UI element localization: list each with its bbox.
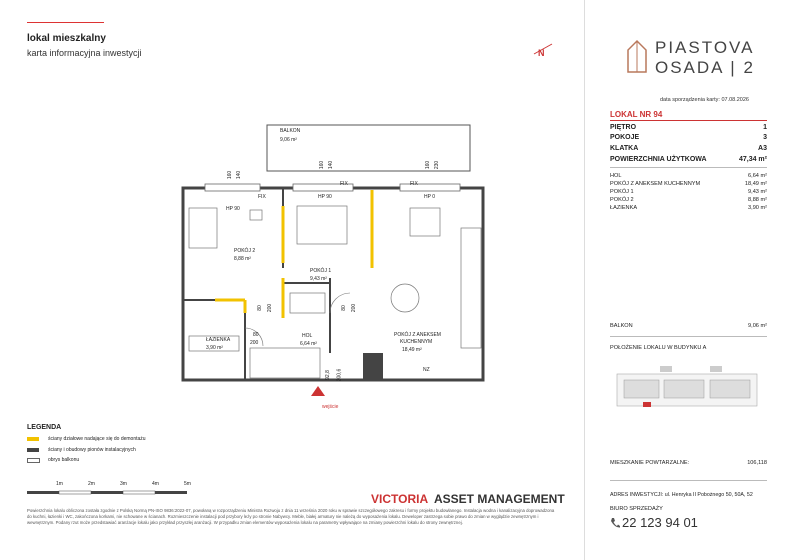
dim-5: 160 [425,160,432,170]
page-subtitle: karta informacyjna inwestycji [27,48,142,58]
window-hp0: HP 0 [424,194,436,200]
aneks-label-2: KUCHENNYM [400,339,433,345]
room-pokoj2: POKÓJ 2 8,88 m² [610,197,767,203]
dim-13: 92,8 [324,370,331,380]
balkon-label: BALKON [280,128,301,134]
row-klatka: KLATKA A3 [610,145,767,152]
phone-number[interactable]: 22 123 94 01 [622,515,698,530]
lazienka-area: 3,90 m² [206,345,223,351]
scale-3m: 3m [120,481,127,487]
nz-label: NZ [423,367,430,373]
aneks-label: POKÓJ Z ANEKSEM [394,332,441,338]
dim-8: 200 [267,303,274,313]
row-pietro: PIĘTRO 1 [610,124,767,131]
scale-bar [27,488,207,498]
dim-11: 80 [340,305,347,311]
date-text: data sporządzenia karty: 07.08.2026 [660,97,749,103]
window-hp90-left: HP 90 [226,206,240,212]
dim-14: 200,6 [336,368,343,382]
footer-disclaimer: Powierzchnia lokalu obliczona została zgodnie z Polską Normą PN-ISO 9836:2022-07, powołaną w rozporządzeniu Ministra Rozwoju z dnia 11 września 2020 roku w sprawie szczegółowego zakresu i formy projektu budowlanego. Instalacja wodna i kanalizacyjna doprowadzona do kuchni, łazienki i WC, zakończona korkami, nie schowane w ścianach. Rozmieszczenie instalacji pod przybory leży po stronie Nabywcy. Meble, białej armatury nie należą do wyposażenia lokalu. Deweloper zastrzega sobie prawo do zmian w wyglądzie zewnętrznym i wewnętrznym. Podany rzut może przedstawiać aranżacje lokalu jako przykład przyszłej aranżacji. W przypadku zmian elementów wyposażenia lokalu na parametry wpływające na zmiany powierzchni lokalu do strony zewnętrznej. [27,508,555,525]
scale-5m: 5m [184,481,191,487]
page-title: lokal mieszkalny [27,33,106,44]
row-pokoje: POKOJE 3 [610,134,767,141]
lokal-separator [610,120,767,121]
dim-9: 80 [253,332,259,338]
legend-swatch-outline [27,458,40,463]
address: ADRES INWESTYCJI: ul. Henryka II Pobożnego 50, 50A, 52 [610,492,753,498]
brand-name-1: PIASTOVA [655,38,755,57]
building-location-map [612,362,762,422]
info-panel [585,0,792,560]
dim-7: 80 [256,305,263,311]
room-aneks: POKÓJ Z ANEKSEM KUCHENNYM 18,49 m² [610,181,767,187]
office-label: BIURO SPRZEDAŻY [610,506,663,512]
pokoj2-label: POKÓJ 2 [234,248,256,254]
brand-logo-icon [626,38,648,74]
row-powierzchnia: POWIERZCHNIA UŻYTKOWA 47,34 m² [610,156,767,163]
dim-6: 230 [434,160,441,170]
window-hp90-mid: HP 90 [318,194,332,200]
lokal-number: LOKAL NR 94 [610,110,663,119]
fix-label-3: FIX [410,181,418,187]
header-accent-line [27,22,104,23]
dim-1: 160 [227,170,234,180]
lazienka-label: ŁAZIENKA [206,337,231,343]
company-name-1: VICTORIA [371,492,429,506]
dim-12: 200 [351,303,358,313]
dim-10: 200 [250,340,259,346]
pokoj1-label: POKÓJ 1 [310,268,332,274]
entrance-label: wejście [322,404,339,410]
legend-item-1: ściany działowe nadające się do demontażu [48,436,146,442]
legend-item-2: ściany i obudowy pionów instalacyjnych [48,447,136,453]
brand-name-2: OSADA | 2 [655,58,755,77]
legend-swatch-dark [27,448,39,452]
fix-label-2: FIX [340,181,348,187]
room-pokoj1: POKÓJ 1 9,43 m² [610,189,767,195]
dim-3: 160 [319,160,326,170]
balkon-area: 9,06 m² [280,137,297,143]
location-label: POŁOŻENIE LOKALU W BUDYNKU A [610,345,707,351]
balkon-row: BALKON 9,06 m² [610,323,767,329]
hol-label: HOL [302,333,313,339]
legend-item-3: obrys balkonu [48,457,80,463]
fix-label: FIX [258,194,266,200]
phone-icon [610,517,620,528]
mieszkanie-row: MIESZKANIE POWTARZALNE: 106,118 [610,460,767,466]
scale-4m: 4m [152,481,159,487]
legend-title: LEGENDA [27,424,62,431]
dim-4: 140 [328,160,335,170]
pokoj2-area: 8,88 m² [234,256,251,262]
compass-icon [532,40,554,60]
pokoj1-area: 9,43 m² [310,276,327,282]
aneks-area: 18,49 m² [402,347,422,353]
legend-swatch-yellow [27,437,39,441]
dim-2: 140 [236,170,243,180]
hol-area: 6,64 m² [300,341,317,347]
company-name-2: ASSET MANAGEMENT [434,492,565,506]
scale-1m: 1m [56,481,63,487]
svg-text:N: N [538,48,545,58]
room-lazienka: ŁAZIENKA 3,90 m² [610,205,767,211]
scale-2m: 2m [88,481,95,487]
room-hol: HOL 6,64 m² [610,173,767,179]
